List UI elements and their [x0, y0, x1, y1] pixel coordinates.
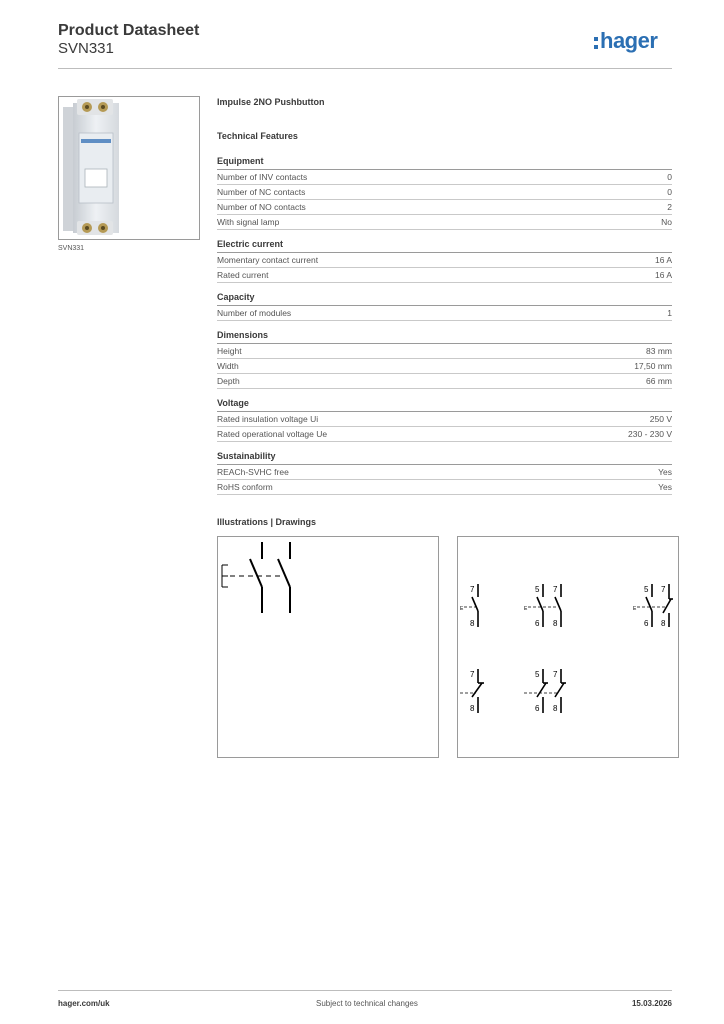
spec-label: Number of modules: [217, 308, 292, 318]
spec-label: Rated insulation voltage Ui: [217, 414, 319, 424]
spec-section: [217, 292, 672, 321]
spec-label: Number of NO contacts: [217, 202, 306, 212]
product-image-caption: SVN331: [58, 245, 85, 252]
spec-label: RoHS conform: [217, 482, 273, 492]
logo-dots-icon: [594, 37, 598, 49]
terminal-label: 7: [470, 670, 475, 679]
two-no-switch-symbol: [218, 537, 438, 757]
spec-label: Number of INV contacts: [217, 172, 308, 182]
spec-value: 2: [667, 202, 672, 212]
spec-label: Momentary contact current: [217, 255, 319, 265]
terminal-label: 7: [553, 585, 558, 594]
spec-value: 1: [667, 308, 672, 318]
spec-value: Yes: [658, 467, 672, 477]
spec-label: Width: [217, 361, 239, 371]
spec-value: 17,50 mm: [634, 361, 672, 371]
hager-logo[interactable]: [594, 28, 657, 54]
spec-section-title: Equipment: [217, 156, 672, 170]
spec-row: [217, 427, 672, 442]
spec-value: 83 mm: [646, 346, 672, 356]
terminal-label: 7: [553, 670, 558, 679]
footer-date: 15.03.2026: [631, 999, 672, 1008]
spec-row: [217, 268, 672, 283]
product-code: SVN331: [58, 40, 114, 57]
spec-row: [217, 200, 672, 215]
spec-label: Number of NC contacts: [217, 187, 306, 197]
spec-section: [217, 451, 672, 495]
terminal-label: 5: [535, 585, 540, 594]
spec-section-title: Capacity: [217, 292, 672, 306]
spec-value: 250 V: [649, 414, 672, 424]
spec-value: 16 A: [654, 270, 672, 280]
spec-label: REACh-SVHC free: [217, 467, 289, 477]
terminal-label: 6: [535, 704, 540, 713]
illustrations-title: Illustrations | Drawings: [217, 517, 317, 527]
spec-section: [217, 156, 672, 230]
terminal-label: 5: [644, 585, 649, 594]
product-image: [58, 96, 200, 240]
technical-sections: [217, 156, 672, 504]
terminal-label: 5: [535, 670, 540, 679]
terminal-label: 8: [553, 704, 558, 713]
spec-value: No: [661, 217, 672, 227]
spec-row: [217, 480, 672, 495]
spec-row: [217, 215, 672, 230]
spec-label: Depth: [217, 376, 240, 386]
actuator-label: E: [524, 606, 528, 612]
spec-value: 66 mm: [646, 376, 672, 386]
logo-text: hager: [600, 28, 658, 53]
spec-section: [217, 398, 672, 442]
terminal-diagrams-drawing: [457, 536, 679, 758]
spec-value: 230 - 230 V: [628, 429, 672, 439]
actuator-label: E: [633, 606, 637, 612]
spec-value: 0: [667, 172, 672, 182]
page-title: Product Datasheet: [58, 22, 200, 39]
spec-row: [217, 306, 672, 321]
terminal-label: 8: [661, 619, 666, 628]
spec-row: [217, 359, 672, 374]
spec-row: [217, 465, 672, 480]
spec-row: [217, 374, 672, 389]
spec-label: Rated current: [217, 270, 269, 280]
spec-section-title: Voltage: [217, 398, 672, 412]
footer-divider: [58, 990, 672, 991]
spec-section-title: Sustainability: [217, 451, 672, 465]
terminal-label: 6: [535, 619, 540, 628]
spec-row: [217, 344, 672, 359]
terminal-label: 8: [470, 619, 475, 628]
terminal-label: 7: [661, 585, 666, 594]
header-divider: [58, 68, 672, 69]
spec-value: 0: [667, 187, 672, 197]
spec-row: [217, 412, 672, 427]
terminal-label: 6: [644, 619, 649, 628]
spec-section: [217, 239, 672, 283]
terminal-label: 7: [470, 585, 475, 594]
terminal-label: 8: [470, 704, 475, 713]
pushbutton-device-image: [59, 97, 199, 239]
terminal-variant-symbols: [458, 537, 678, 757]
spec-label: With signal lamp: [217, 217, 280, 227]
actuator-label: E: [460, 606, 464, 612]
spec-value: 16 A: [654, 255, 672, 265]
spec-row: [217, 253, 672, 268]
spec-section-title: Dimensions: [217, 330, 672, 344]
product-name: Impulse 2NO Pushbutton: [217, 97, 325, 107]
spec-row: [217, 185, 672, 200]
footer-notice: Subject to technical changes: [316, 999, 418, 1008]
spec-section-title: Electric current: [217, 239, 672, 253]
spec-label: Rated operational voltage Ue: [217, 429, 328, 439]
spec-value: Yes: [658, 482, 672, 492]
spec-row: [217, 170, 672, 185]
spec-label: Height: [217, 346, 242, 356]
terminal-label: 8: [553, 619, 558, 628]
wiring-symbol-drawing: [217, 536, 439, 758]
technical-features-title: Technical Features: [217, 131, 298, 141]
spec-section: [217, 330, 672, 389]
website-link[interactable]: hager.com/uk: [58, 999, 110, 1008]
